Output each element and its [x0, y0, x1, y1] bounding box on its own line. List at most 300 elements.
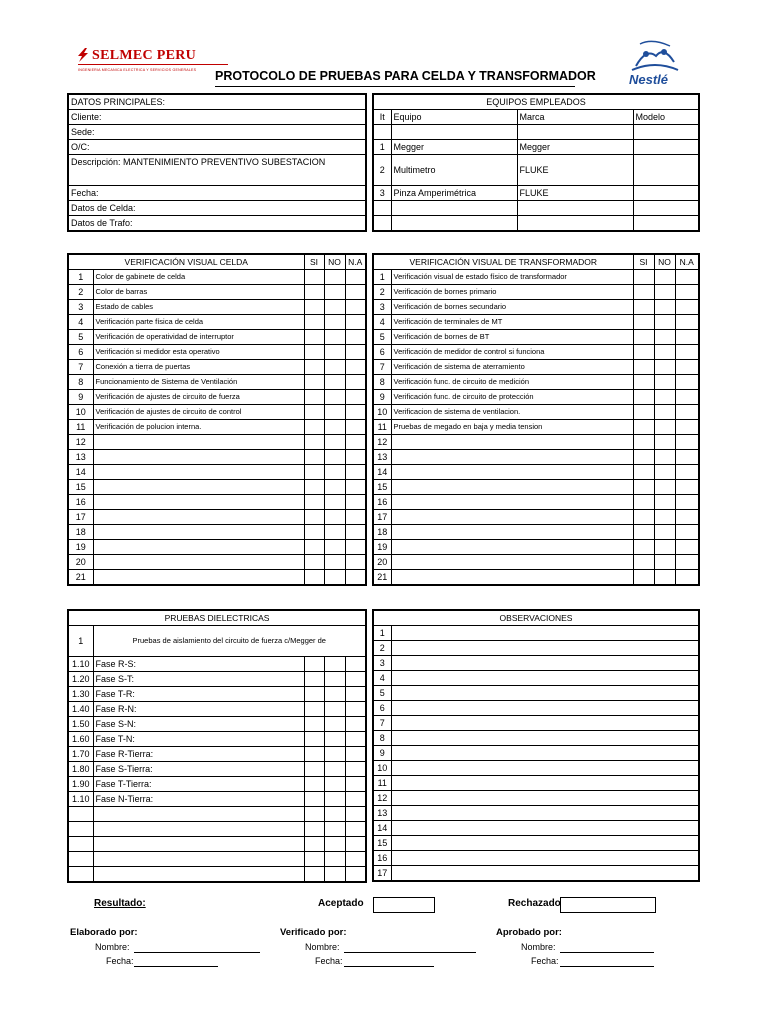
checklist-row [68, 480, 366, 495]
check-no-cell[interactable] [324, 747, 345, 762]
check-na-cell[interactable] [345, 525, 366, 540]
check-no-cell[interactable] [324, 285, 345, 300]
datos-heading: DATOS PRINCIPALES: [68, 94, 366, 110]
checklist-row [373, 360, 699, 375]
check-si-cell[interactable] [304, 330, 324, 345]
check-si-cell[interactable] [633, 465, 654, 480]
rechazado-box[interactable] [560, 897, 656, 913]
check-na-cell[interactable] [345, 330, 366, 345]
observacion-number: 16 [373, 851, 391, 866]
check-no-cell[interactable] [324, 405, 345, 420]
item-text [93, 807, 304, 822]
observacion-field[interactable] [391, 836, 699, 851]
datos-celda-field[interactable]: Datos de Celda: [68, 201, 366, 216]
check-si-cell[interactable] [633, 345, 654, 360]
check-si-cell[interactable] [304, 270, 324, 285]
check-no-cell[interactable] [324, 867, 345, 883]
observacion-row [373, 851, 699, 866]
observacion-field[interactable] [391, 761, 699, 776]
check-si-cell[interactable] [304, 570, 324, 586]
check-no-cell[interactable] [324, 540, 345, 555]
sede-field[interactable]: Sede: [68, 125, 366, 140]
item-number: 21 [373, 570, 391, 586]
item-number: 9 [373, 390, 391, 405]
check-no-cell[interactable] [654, 495, 675, 510]
item-text [93, 837, 304, 852]
check-si-cell[interactable] [304, 465, 324, 480]
check-no-cell[interactable] [324, 465, 345, 480]
check-na-cell[interactable] [675, 390, 699, 405]
check-na-cell[interactable] [675, 540, 699, 555]
checklist-row [68, 540, 366, 555]
aprobado-fecha-label: Fecha: [531, 956, 559, 966]
check-na-cell[interactable] [345, 570, 366, 586]
check-na-cell[interactable] [345, 822, 366, 837]
check-no-cell[interactable] [324, 672, 345, 687]
check-si-cell[interactable] [633, 285, 654, 300]
check-si-cell[interactable] [304, 687, 324, 702]
check-na-cell[interactable] [345, 687, 366, 702]
check-si-cell[interactable] [304, 822, 324, 837]
check-no-cell[interactable] [654, 525, 675, 540]
item-text [93, 867, 304, 883]
item-number: 1 [68, 270, 93, 285]
verificado-nombre-label: Nombre: [305, 942, 340, 952]
observacion-row [373, 821, 699, 836]
check-na-cell[interactable] [345, 360, 366, 375]
equipos-heading: EQUIPOS EMPLEADOS [373, 94, 699, 110]
item-text: Color de gabinete de celda [93, 270, 304, 285]
item-number: 6 [373, 345, 391, 360]
check-si-cell[interactable] [304, 345, 324, 360]
observacion-field[interactable] [391, 671, 699, 686]
check-na-cell[interactable] [675, 510, 699, 525]
check-no-cell[interactable] [654, 330, 675, 345]
check-na-cell[interactable] [345, 390, 366, 405]
check-na-cell[interactable] [345, 672, 366, 687]
checklist-row [68, 762, 366, 777]
check-no-cell[interactable] [324, 717, 345, 732]
check-no-cell[interactable] [324, 300, 345, 315]
check-no-cell[interactable] [654, 555, 675, 570]
check-si-cell[interactable] [633, 390, 654, 405]
check-no-cell[interactable] [324, 510, 345, 525]
equipo-marca[interactable]: Megger [517, 140, 633, 155]
check-si-cell[interactable] [304, 360, 324, 375]
observacion-row [373, 671, 699, 686]
check-na-cell[interactable] [675, 450, 699, 465]
cliente-field[interactable]: Cliente: [68, 110, 366, 125]
check-na-cell[interactable] [345, 540, 366, 555]
elaborado-nombre-line[interactable] [134, 952, 260, 953]
check-na-cell[interactable] [345, 717, 366, 732]
checklist-row [373, 480, 699, 495]
check-no-cell[interactable] [324, 792, 345, 807]
col-si: SI [633, 254, 654, 270]
check-no-cell[interactable] [324, 390, 345, 405]
check-no-cell[interactable] [324, 777, 345, 792]
check-na-cell[interactable] [345, 555, 366, 570]
check-no-cell[interactable] [654, 420, 675, 435]
item-text [391, 480, 633, 495]
check-na-cell[interactable] [675, 420, 699, 435]
company-tagline: INGENIERIA MECANICA ELECTRICA Y SERVICIOS GENERALES [78, 68, 197, 72]
check-no-cell[interactable] [654, 540, 675, 555]
check-no-cell[interactable] [324, 315, 345, 330]
check-si-cell[interactable] [633, 480, 654, 495]
observacion-row [373, 701, 699, 716]
descripcion-field[interactable]: Descripción: MANTENIMIENTO PREVENTIVO SUBESTACION [68, 155, 366, 186]
check-si-cell[interactable] [633, 525, 654, 540]
check-na-cell[interactable] [345, 285, 366, 300]
item-number: 1.80 [68, 762, 93, 777]
check-no-cell[interactable] [324, 807, 345, 822]
check-na-cell[interactable] [675, 480, 699, 495]
observacion-field[interactable] [391, 746, 699, 761]
rechazado-label: Rechazado [508, 898, 561, 909]
check-no-cell[interactable] [654, 270, 675, 285]
elaborado-label: Elaborado por: [70, 927, 138, 938]
check-si-cell[interactable] [304, 315, 324, 330]
check-na-cell[interactable] [345, 375, 366, 390]
observacion-field[interactable] [391, 686, 699, 701]
check-no-cell[interactable] [324, 570, 345, 586]
check-na-cell[interactable] [675, 435, 699, 450]
equipo-modelo[interactable] [633, 155, 699, 186]
observacion-row [373, 656, 699, 671]
check-si-cell[interactable] [633, 510, 654, 525]
check-no-cell[interactable] [324, 495, 345, 510]
item-text: Verificación de ajustes de circuito de control [93, 405, 304, 420]
observacion-field[interactable] [391, 716, 699, 731]
item-number [68, 837, 93, 852]
celda-heading: VERIFICACIÓN VISUAL CELDA [68, 254, 304, 270]
verificacion-celda-table [67, 253, 367, 586]
check-si-cell[interactable] [304, 852, 324, 867]
check-si-cell[interactable] [304, 732, 324, 747]
item-number: 1.70 [68, 747, 93, 762]
observacion-field[interactable] [391, 656, 699, 671]
check-si-cell[interactable] [633, 330, 654, 345]
observacion-field[interactable] [391, 821, 699, 836]
item-text [93, 540, 304, 555]
check-si-cell[interactable] [304, 420, 324, 435]
observacion-field[interactable] [391, 806, 699, 821]
check-si-cell[interactable] [633, 405, 654, 420]
item-text [391, 525, 633, 540]
item-text: Verificación de polucion interna. [93, 420, 304, 435]
check-no-cell[interactable] [324, 375, 345, 390]
col-equipo: Equipo [391, 110, 517, 125]
verificado-fecha-line[interactable] [344, 966, 434, 967]
observacion-field[interactable] [391, 776, 699, 791]
aceptado-box[interactable] [373, 897, 435, 913]
item-number: 12 [373, 435, 391, 450]
item-number: 1.10 [68, 792, 93, 807]
check-no-cell[interactable] [654, 480, 675, 495]
check-na-cell[interactable] [345, 495, 366, 510]
item-text [391, 435, 633, 450]
check-si-cell[interactable] [304, 702, 324, 717]
check-si-cell[interactable] [304, 837, 324, 852]
check-no-cell[interactable] [654, 300, 675, 315]
check-no-cell[interactable] [324, 852, 345, 867]
check-si-cell[interactable] [304, 717, 324, 732]
equipo-name[interactable]: Pinza Amperimétrica [391, 186, 517, 201]
item-number: 1.10 [68, 657, 93, 672]
check-no-cell[interactable] [324, 555, 345, 570]
item-text: Estado de cables [93, 300, 304, 315]
check-na-cell[interactable] [675, 360, 699, 375]
check-si-cell[interactable] [304, 480, 324, 495]
check-na-cell[interactable] [345, 465, 366, 480]
check-si-cell[interactable] [304, 390, 324, 405]
check-no-cell[interactable] [324, 702, 345, 717]
check-si-cell[interactable] [633, 375, 654, 390]
observaciones-table [372, 609, 700, 882]
check-no-cell[interactable] [654, 405, 675, 420]
check-no-cell[interactable] [324, 480, 345, 495]
item-number: 10 [373, 405, 391, 420]
item-text: Fase T-R: [93, 687, 304, 702]
check-si-cell[interactable] [633, 435, 654, 450]
check-si-cell[interactable] [633, 315, 654, 330]
check-na-cell[interactable] [345, 747, 366, 762]
check-no-cell[interactable] [654, 450, 675, 465]
check-si-cell[interactable] [304, 435, 324, 450]
checklist-row [68, 525, 366, 540]
check-na-cell[interactable] [675, 285, 699, 300]
check-no-cell[interactable] [324, 345, 345, 360]
equipo-name[interactable]: Multimetro [391, 155, 517, 186]
equipo-name[interactable]: Megger [391, 140, 517, 155]
observacion-field[interactable] [391, 851, 699, 866]
check-no-cell[interactable] [654, 360, 675, 375]
check-na-cell[interactable] [345, 792, 366, 807]
observacion-number: 11 [373, 776, 391, 791]
check-na-cell[interactable] [675, 270, 699, 285]
equipo-modelo[interactable] [633, 186, 699, 201]
check-no-cell[interactable] [324, 525, 345, 540]
item-text [391, 570, 633, 586]
check-na-cell[interactable] [345, 807, 366, 822]
checklist-row [68, 330, 366, 345]
check-si-cell[interactable] [304, 555, 324, 570]
observacion-number: 8 [373, 731, 391, 746]
check-no-cell[interactable] [324, 837, 345, 852]
check-si-cell[interactable] [304, 747, 324, 762]
check-si-cell[interactable] [304, 285, 324, 300]
check-na-cell[interactable] [345, 435, 366, 450]
observacion-number: 4 [373, 671, 391, 686]
observacion-number: 9 [373, 746, 391, 761]
aprobado-fecha-line[interactable] [560, 966, 654, 967]
oc-field[interactable]: O/C: [68, 140, 366, 155]
check-no-cell[interactable] [654, 285, 675, 300]
check-na-cell[interactable] [345, 450, 366, 465]
observacion-field[interactable] [391, 791, 699, 806]
check-na-cell[interactable] [345, 510, 366, 525]
observacion-number: 15 [373, 836, 391, 851]
check-na-cell[interactable] [345, 657, 366, 672]
check-si-cell[interactable] [304, 450, 324, 465]
check-na-cell[interactable] [345, 480, 366, 495]
check-na-cell[interactable] [345, 315, 366, 330]
check-si-cell[interactable] [304, 300, 324, 315]
check-no-cell[interactable] [654, 465, 675, 480]
item-text [93, 450, 304, 465]
check-si-cell[interactable] [633, 495, 654, 510]
item-number: 1.60 [68, 732, 93, 747]
item-text: Verificación de ajustes de circuito de fuerza [93, 390, 304, 405]
item-number [68, 822, 93, 837]
observacion-field[interactable] [391, 866, 699, 882]
item-text [93, 525, 304, 540]
aprobado-nombre-line[interactable] [560, 952, 654, 953]
check-na-cell[interactable] [345, 852, 366, 867]
col-modelo: Modelo [633, 110, 699, 125]
check-no-cell[interactable] [324, 435, 345, 450]
elaborado-fecha-line[interactable] [134, 966, 218, 967]
check-no-cell[interactable] [324, 687, 345, 702]
check-na-cell[interactable] [675, 300, 699, 315]
check-si-cell[interactable] [304, 867, 324, 883]
check-na-cell[interactable] [675, 465, 699, 480]
check-na-cell[interactable] [345, 867, 366, 883]
check-no-cell[interactable] [324, 450, 345, 465]
verificado-nombre-line[interactable] [344, 952, 476, 953]
check-si-cell[interactable] [633, 450, 654, 465]
check-si-cell[interactable] [304, 777, 324, 792]
check-no-cell[interactable] [324, 657, 345, 672]
check-si-cell[interactable] [304, 762, 324, 777]
check-si-cell[interactable] [633, 420, 654, 435]
check-no-cell[interactable] [654, 375, 675, 390]
check-na-cell[interactable] [675, 375, 699, 390]
check-na-cell[interactable] [345, 777, 366, 792]
check-si-cell[interactable] [633, 300, 654, 315]
item-text [93, 435, 304, 450]
col-na: N.A [675, 254, 699, 270]
check-si-cell[interactable] [304, 525, 324, 540]
item-text: Verificación de operatividad de interruptor [93, 330, 304, 345]
check-si-cell[interactable] [304, 657, 324, 672]
check-si-cell[interactable] [633, 360, 654, 375]
check-na-cell[interactable] [675, 405, 699, 420]
checklist-row [68, 837, 366, 852]
check-na-cell[interactable] [675, 555, 699, 570]
observacion-number: 1 [373, 626, 391, 641]
item-number: 3 [373, 300, 391, 315]
selmec-logo [78, 48, 228, 78]
check-na-cell[interactable] [675, 330, 699, 345]
check-na-cell[interactable] [345, 300, 366, 315]
check-na-cell[interactable] [345, 702, 366, 717]
checklist-row [68, 687, 366, 702]
check-si-cell[interactable] [304, 405, 324, 420]
check-na-cell[interactable] [345, 270, 366, 285]
check-na-cell[interactable] [345, 762, 366, 777]
check-na-cell[interactable] [345, 837, 366, 852]
check-na-cell[interactable] [675, 495, 699, 510]
item-number: 14 [68, 465, 93, 480]
item-number [68, 867, 93, 883]
check-si-cell[interactable] [304, 495, 324, 510]
item-number: 16 [68, 495, 93, 510]
check-no-cell[interactable] [654, 510, 675, 525]
check-si-cell[interactable] [633, 270, 654, 285]
checklist-row [68, 792, 366, 807]
aceptado-label: Aceptado [318, 898, 364, 909]
checklist-row [68, 390, 366, 405]
check-si-cell[interactable] [633, 555, 654, 570]
observacion-row [373, 716, 699, 731]
item-text [391, 540, 633, 555]
item-number: 17 [373, 510, 391, 525]
item-number: 8 [68, 375, 93, 390]
check-na-cell[interactable] [345, 732, 366, 747]
check-na-cell[interactable] [675, 525, 699, 540]
check-na-cell[interactable] [345, 345, 366, 360]
check-si-cell[interactable] [304, 510, 324, 525]
check-na-cell[interactable] [675, 570, 699, 586]
check-si-cell[interactable] [304, 672, 324, 687]
item-text [93, 852, 304, 867]
check-si-cell[interactable] [633, 570, 654, 586]
check-no-cell[interactable] [324, 762, 345, 777]
check-si-cell[interactable] [633, 540, 654, 555]
check-na-cell[interactable] [675, 315, 699, 330]
check-na-cell[interactable] [345, 405, 366, 420]
fecha-field[interactable]: Fecha: [68, 186, 366, 201]
equipo-modelo[interactable] [633, 140, 699, 155]
item-number: 6 [68, 345, 93, 360]
check-na-cell[interactable] [345, 420, 366, 435]
observacion-number: 6 [373, 701, 391, 716]
check-no-cell[interactable] [324, 360, 345, 375]
check-si-cell[interactable] [304, 375, 324, 390]
item-number: 1.90 [68, 777, 93, 792]
check-no-cell[interactable] [324, 822, 345, 837]
observacion-field[interactable] [391, 731, 699, 746]
check-no-cell[interactable] [654, 570, 675, 586]
equipo-marca[interactable]: FLUKE [517, 186, 633, 201]
check-si-cell[interactable] [304, 807, 324, 822]
check-si-cell[interactable] [304, 792, 324, 807]
item-number: 17 [68, 510, 93, 525]
checklist-row [68, 375, 366, 390]
check-no-cell[interactable] [324, 420, 345, 435]
checklist-row [373, 315, 699, 330]
observacion-field[interactable] [391, 641, 699, 656]
checklist-row [68, 702, 366, 717]
observacion-field[interactable] [391, 701, 699, 716]
observacion-row [373, 761, 699, 776]
check-no-cell[interactable] [654, 390, 675, 405]
check-no-cell[interactable] [654, 435, 675, 450]
check-no-cell[interactable] [324, 270, 345, 285]
datos-trafo-field[interactable]: Datos de Trafo: [68, 216, 366, 232]
check-no-cell[interactable] [324, 330, 345, 345]
check-no-cell[interactable] [324, 732, 345, 747]
equipo-marca[interactable]: FLUKE [517, 155, 633, 186]
check-na-cell[interactable] [675, 345, 699, 360]
check-no-cell[interactable] [654, 315, 675, 330]
check-si-cell[interactable] [304, 540, 324, 555]
check-no-cell[interactable] [654, 345, 675, 360]
item-number: 1 [373, 270, 391, 285]
observacion-field[interactable] [391, 626, 699, 641]
